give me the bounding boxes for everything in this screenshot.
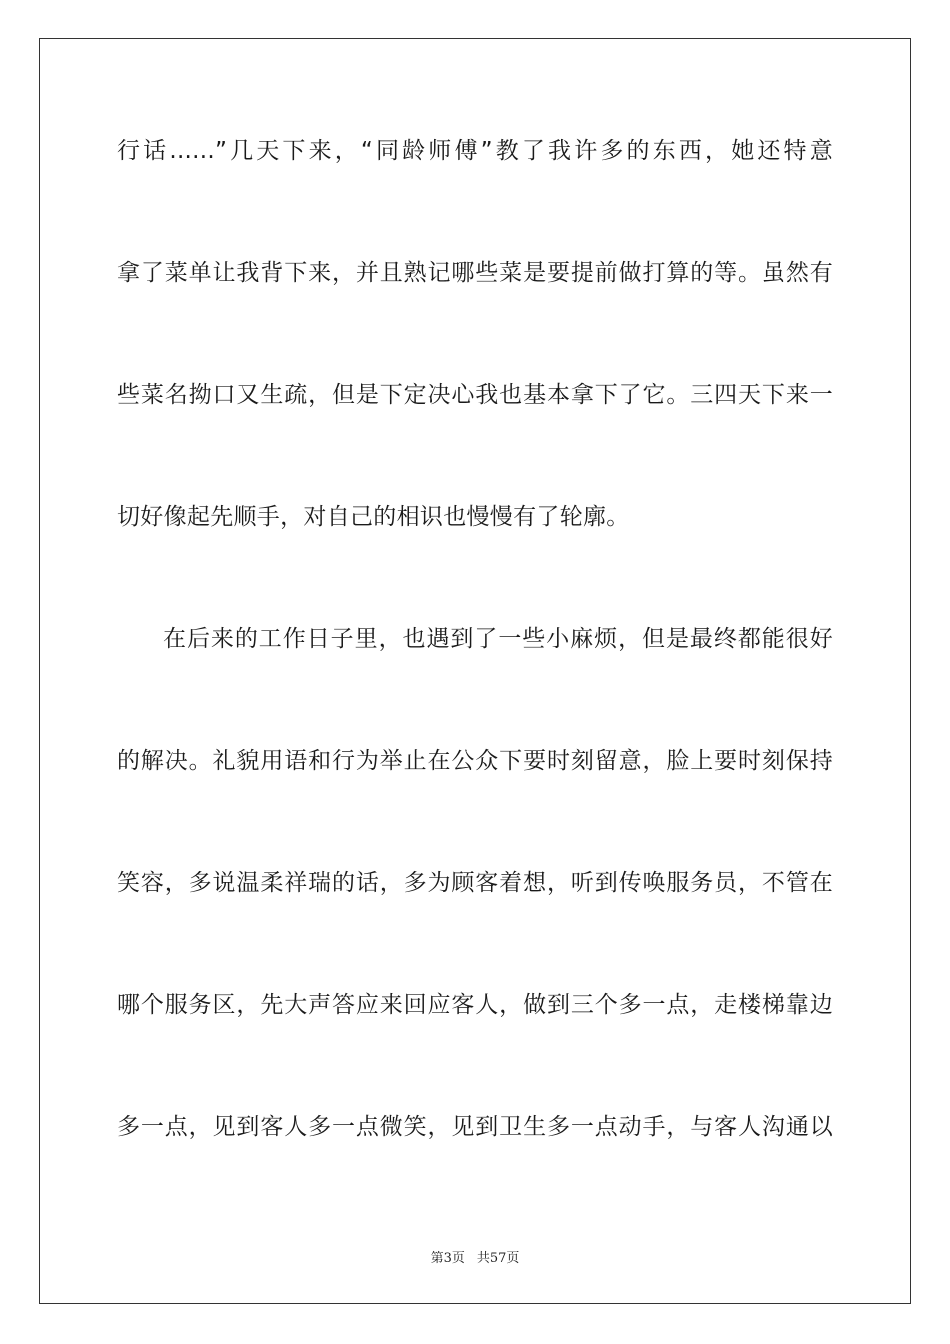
- page-total: 共57页: [476, 1251, 520, 1266]
- paragraph-line-1: 行话......”几天下来，“同龄师傅”教了我许多的东西，她还特意: [117, 138, 833, 164]
- paragraph-line-8: 哪个服务区，先大声答应来回应客人，做到三个多一点，走楼梯靠边: [117, 992, 833, 1018]
- page-number: 第3页: [430, 1251, 465, 1266]
- page-footer: [0, 1247, 950, 1266]
- paragraph-line-6: 的解决。礼貌用语和行为举止在公众下要时刻留意，脸上要时刻保持: [117, 748, 833, 774]
- paragraph-line-2: 拿了菜单让我背下来，并且熟记哪些菜是要提前做打算的等。虽然有: [117, 260, 833, 286]
- paragraph-line-9: 多一点，见到客人多一点微笑，见到卫生多一点动手，与客人沟通以: [117, 1114, 833, 1140]
- paragraph-line-7: 笑容，多说温柔祥瑞的话，多为顾客着想，听到传唤服务员，不管在: [117, 870, 833, 896]
- paragraph-line-5: 在后来的工作日子里，也遇到了一些小麻烦，但是最终都能很好: [163, 626, 833, 652]
- paragraph-line-3: 些菜名拗口又生疏，但是下定决心我也基本拿下了它。三四天下来一: [117, 382, 833, 408]
- paragraph-line-4: 切好像起先顺手，对自己的相识也慢慢有了轮廓。: [117, 504, 630, 530]
